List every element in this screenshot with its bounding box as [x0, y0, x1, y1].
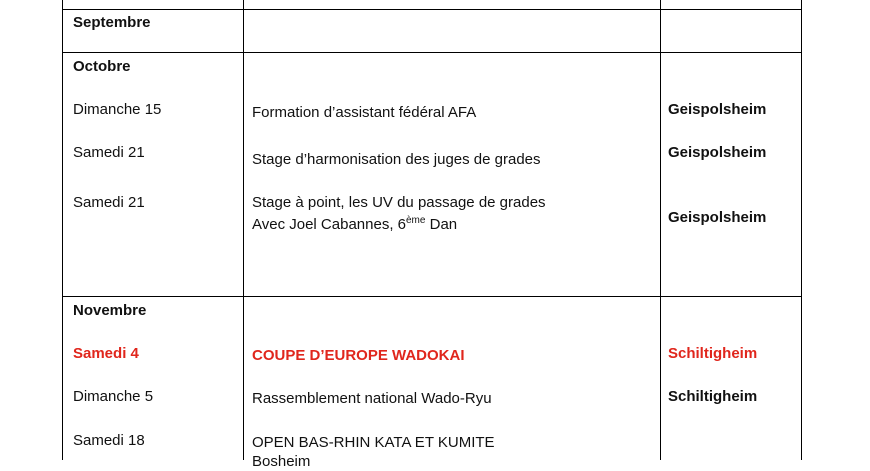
event-date: Samedi 18 — [73, 432, 145, 449]
event-place: Geispolsheim — [668, 144, 767, 161]
event-title: Formation d’assistant fédéral AFA — [252, 104, 477, 121]
event-title: Rassemblement national Wado-Ryu — [252, 390, 492, 407]
event-place: Schiltigheim — [668, 388, 758, 405]
event-date-highlighted: Samedi 4 — [73, 345, 139, 362]
row-divider — [62, 296, 802, 297]
event-title: Stage d’harmonisation des juges de grades — [252, 151, 541, 168]
event-title-line2: Avec Joel Cabannes, 6ème Dan — [252, 215, 458, 233]
month-label-septembre: Septembre — [73, 14, 151, 31]
event-date: Dimanche 15 — [73, 101, 162, 118]
month-label-novembre: Novembre — [73, 302, 147, 319]
table-divider-1 — [243, 0, 244, 460]
event-place: Geispolsheim — [668, 209, 767, 226]
event-title: Stage à point, les UV du passage de grades — [252, 194, 546, 211]
table-border-left — [62, 0, 63, 460]
row-divider — [62, 52, 802, 53]
event-date: Samedi 21 — [73, 194, 145, 211]
month-label-octobre: Octobre — [73, 58, 131, 75]
event-date: Dimanche 5 — [73, 388, 154, 405]
table-border-right — [801, 0, 802, 460]
event-place-highlighted: Schiltigheim — [668, 345, 758, 362]
event-date: Samedi 21 — [73, 144, 145, 161]
event-place: Geispolsheim — [668, 101, 767, 118]
event-title: OPEN BAS-RHIN KATA ET KUMITE — [252, 434, 495, 451]
event-title-line2: Bosheim — [252, 453, 311, 470]
event-title-highlighted: COUPE D’EUROPE WADOKAI — [252, 347, 465, 364]
table-divider-2 — [660, 0, 661, 460]
row-divider — [62, 9, 802, 10]
